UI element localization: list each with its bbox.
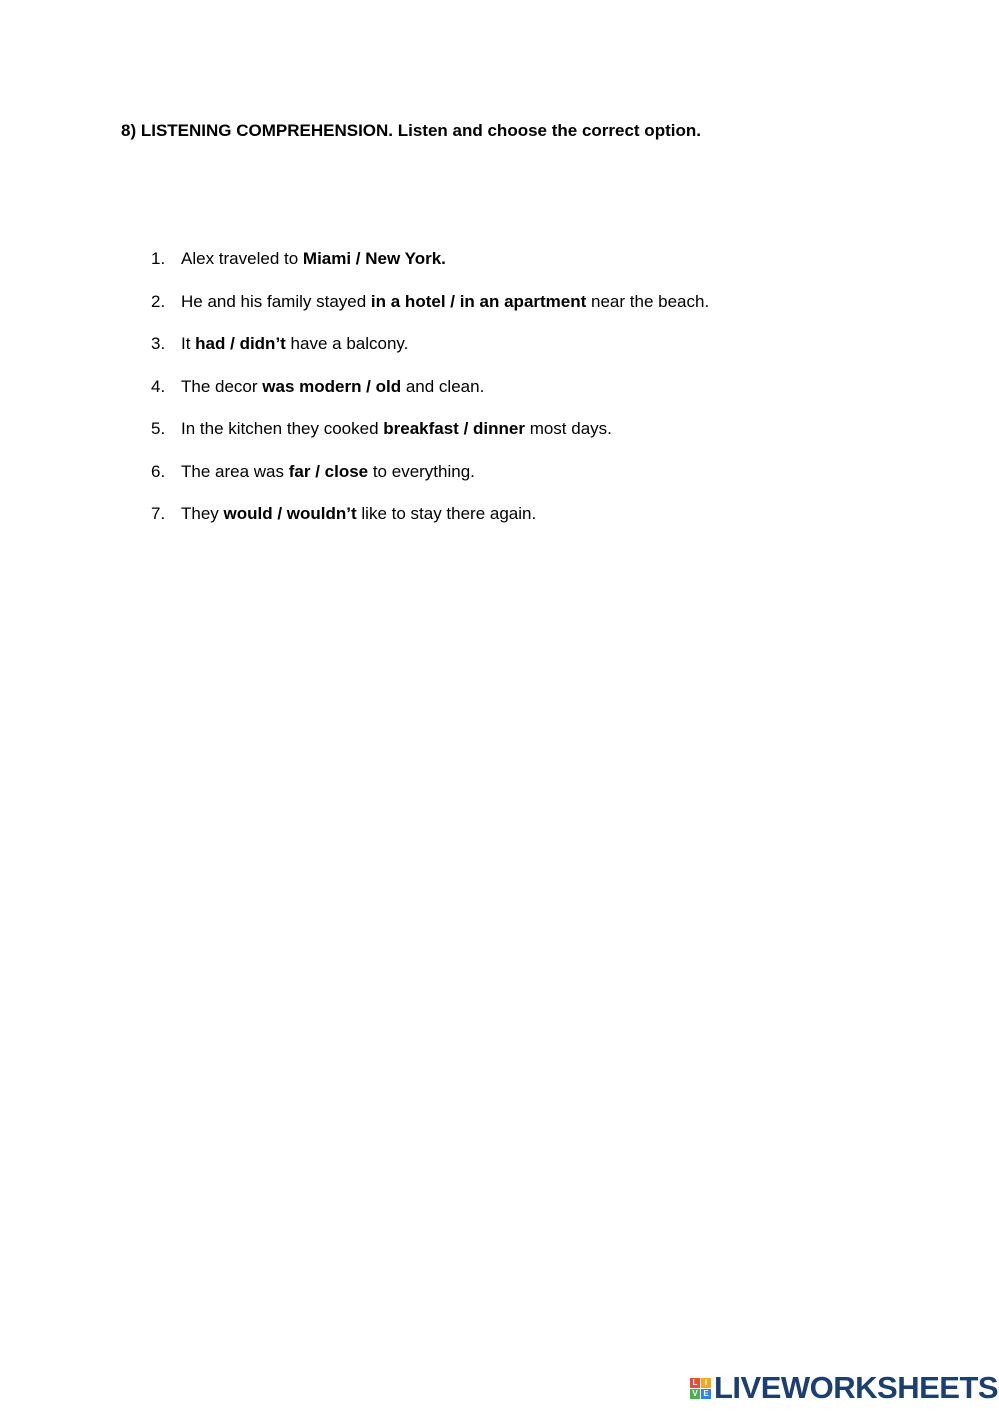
liveworksheets-logo[interactable] [690,1372,998,1404]
question-text-before: In the kitchen they cooked [181,419,384,438]
question-number: 1. [151,249,166,268]
question-number: 7. [151,504,166,523]
question-text-before: They [181,504,224,523]
question-number: 2. [151,291,166,311]
question-text-after: have a balcony. [285,334,409,353]
question-options: Miami / New York. [302,249,446,268]
question-options: breakfast / dinner [383,419,525,438]
question-text [181,417,612,441]
logo-text: LIVEWORKSHEETS [714,1370,999,1405]
question-options: had / didn’t [195,334,286,353]
exercise-heading: 8) LISTENING COMPREHENSION. Listen and choose the correct option. [121,121,701,140]
logo-cell-e: E [701,1389,711,1399]
question-text [181,502,536,526]
question-text-before: He and his family stayed [181,291,371,311]
question-text-before: Alex traveled to [181,249,303,268]
logo-cell-l: L [690,1378,700,1388]
question-text-before: The area was [181,461,289,481]
question-text [181,460,475,484]
question-text-after: and clean. [401,376,485,396]
question-options: would / wouldn’t [223,504,357,523]
question-number: 5. [151,419,166,438]
question-text-after: like to stay there again. [356,504,537,523]
question-text-after: near the beach. [586,291,710,311]
question-options: far / close [288,461,369,481]
logo-cell-i: I [701,1378,711,1388]
question-options: in a hotel / in an apartment [370,291,587,311]
question-text-before: The decor [181,376,263,396]
question-text-before: It [181,334,196,353]
question-text [181,332,408,356]
question-options: was modern / old [262,376,402,396]
logo-mark-icon [690,1378,711,1399]
logo-cell-v: V [690,1389,700,1399]
question-text-after: to everything. [368,461,475,481]
question-text [181,247,446,271]
question-text [181,290,709,314]
question-number: 4. [151,376,166,396]
question-text-after: most days. [524,419,612,438]
question-number: 3. [151,334,166,353]
question-number: 6. [151,461,166,481]
question-text [181,375,484,399]
